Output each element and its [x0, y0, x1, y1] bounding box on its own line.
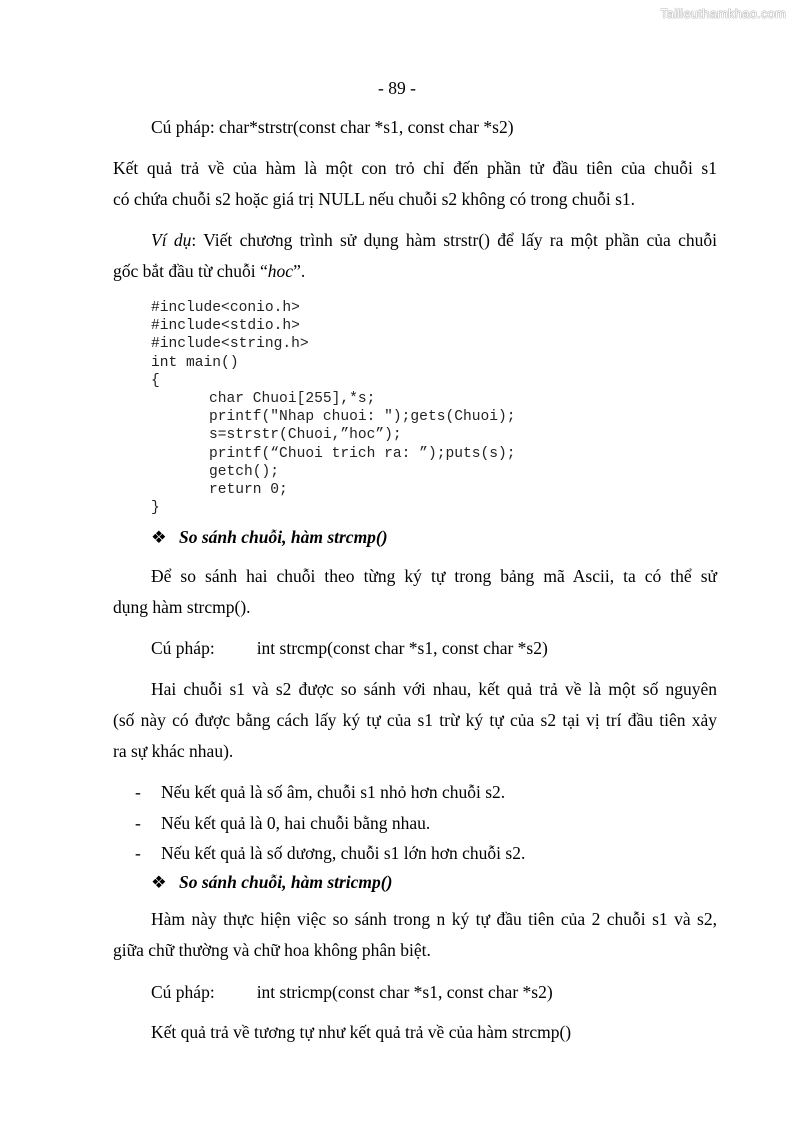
syntax-code: int strcmp(const char *s1, const char *s2): [256, 638, 548, 658]
strcmp-heading: [151, 527, 388, 548]
code-line: #include<conio.h>: [151, 300, 300, 316]
code-line: printf("Nhap chuoi: ");gets(Chuoi);: [209, 409, 516, 426]
strstr-example-line1: [151, 230, 717, 251]
strstr-result-line2: có chứa chuỗi s2 hoặc giá trị NULL nếu chuỗi s2 không có trong chuỗi s1.: [113, 189, 636, 209]
strcmp-heading-text: So sánh chuỗi, hàm strcmp(): [179, 527, 388, 547]
example-line2-emphasis: hoc: [267, 261, 294, 281]
code-line: {: [151, 372, 160, 389]
page-number: - 89 -: [378, 78, 416, 98]
diamond-bullet-icon: ❖: [151, 527, 167, 547]
code-line: getch();: [209, 463, 280, 480]
strcmp-intro-line1: Để so sánh hai chuỗi theo từng ký tự trong bảng mã Ascii, ta có thể sử: [151, 566, 717, 586]
syntax-code: int stricmp(const char *s1, const char *s2): [256, 982, 553, 1002]
dash-bullet: -: [135, 813, 141, 833]
strstr-result-line1: Kết quả trả về của hàm là một con trỏ chỉ đến phần tử đầu tiên của chuỗi s1: [113, 158, 717, 178]
code-line: char Chuoi[255],*s;: [209, 390, 376, 407]
syntax-label: Cú pháp:: [151, 982, 215, 1002]
example-line1-text: : Viết chương trình sử dụng hàm strstr() để lấy ra một phần của chuỗi: [191, 230, 717, 250]
example-line2-post: ”.: [293, 261, 306, 281]
syntax-label: Cú pháp:: [151, 638, 215, 658]
dash-bullet: -: [135, 782, 141, 802]
code-line: return 0;: [209, 481, 288, 498]
strcmp-syntax: [151, 638, 548, 659]
code-line: }: [151, 500, 160, 517]
code-line: #include<stdio.h>: [151, 318, 300, 335]
code-line: int main(): [151, 354, 239, 371]
list-item: Nếu kết quả là số âm, chuỗi s1 nhỏ hơn chuỗi s2.: [161, 782, 506, 802]
code-line: #include<string.h>: [151, 336, 309, 353]
stricmp-syntax: [151, 982, 553, 1003]
stricmp-desc-line2: giữa chữ thường và chữ hoa không phân biệt.: [113, 940, 431, 960]
strstr-syntax: Cú pháp: char*strstr(const char *s1, const char *s2): [151, 117, 514, 137]
stricmp-result: Kết quả trả về tương tự như kết quả trả về của hàm strcmp(): [151, 1022, 572, 1042]
strcmp-desc-line2: (số này có được bằng cách lấy ký tự của s1 trừ ký tự của s2 tại vị trí đầu tiên xảy: [113, 710, 717, 730]
code-line: printf(“Chuoi trich ra: ”);puts(s);: [209, 445, 516, 462]
strcmp-intro-line2: dụng hàm strcmp().: [113, 597, 251, 617]
stricmp-heading-text: So sánh chuỗi, hàm stricmp(): [179, 872, 393, 892]
list-item: Nếu kết quả là 0, hai chuỗi bằng nhau.: [161, 813, 431, 833]
stricmp-heading: [151, 872, 392, 893]
code-block: [151, 299, 516, 517]
stricmp-desc-line1: Hàm này thực hiện việc so sánh trong n ký tự đầu tiên của 2 chuỗi s1 và s2,: [151, 909, 717, 929]
watermark: Tailieuthamkhao.com: [660, 6, 786, 21]
strstr-example-line2: [113, 261, 305, 282]
example-label: Ví dụ: [151, 230, 192, 250]
list-item: Nếu kết quả là số dương, chuỗi s1 lớn hơn chuỗi s2.: [161, 843, 526, 863]
strcmp-desc-line1: Hai chuỗi s1 và s2 được so sánh với nhau, kết quả trả về là một số nguyên: [151, 679, 717, 699]
diamond-bullet-icon: ❖: [151, 872, 167, 892]
dash-bullet: -: [135, 843, 141, 863]
strcmp-desc-line3: ra sự khác nhau).: [113, 741, 234, 761]
example-line2-pre: gốc bắt đầu từ chuỗi “: [113, 261, 268, 281]
code-line: s=strstr(Chuoi,”hoc”);: [209, 427, 402, 444]
